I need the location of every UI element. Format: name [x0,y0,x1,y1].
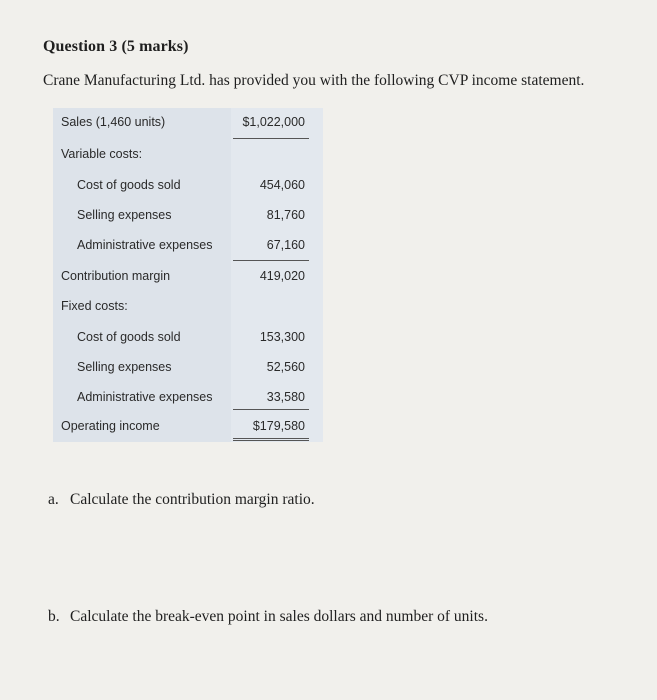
cvp-income-statement [53,108,323,442]
row-variable-selling [53,201,323,231]
sales-amount: $1,022,000 [242,115,305,129]
row-fixed-header [53,292,323,322]
variable-selling-amount: 81,760 [266,208,305,222]
contribution-margin-label: Contribution margin [61,269,171,283]
variable-selling-label: Selling expenses [77,208,172,222]
sales-label: Sales (1,460 units) [61,115,166,129]
question-title: Question 3 (5 marks) [43,38,189,55]
row-variable-admin [53,231,323,261]
fixed-subtotal-rule [233,409,309,410]
fixed-admin-amount: 33,580 [266,390,305,404]
row-contribution-margin [53,262,323,292]
fixed-selling-amount: 52,560 [266,360,305,374]
fixed-selling-label: Selling expenses [77,360,172,374]
row-variable-header [53,140,323,170]
fixed-admin-label: Administrative expenses [77,390,213,404]
part-a [48,491,315,509]
variable-subtotal-rule [233,260,309,261]
variable-cogs-label: Cost of goods sold [77,178,181,192]
row-variable-cogs [53,171,323,201]
variable-admin-label: Administrative expenses [77,238,213,252]
fixed-cogs-label: Cost of goods sold [77,330,181,344]
operating-income-label: Operating income [61,419,160,433]
sales-underline [233,138,309,139]
part-a-text: Calculate the contribution margin ratio. [70,491,315,508]
fixed-costs-header: Fixed costs: [61,299,128,313]
row-fixed-selling [53,353,323,383]
part-b-text: Calculate the break-even point in sales dollars and number of units. [70,608,488,625]
row-fixed-cogs [53,323,323,353]
variable-admin-amount: 67,160 [266,238,305,252]
row-sales [53,108,323,138]
operating-income-double-rule [233,438,309,441]
variable-costs-header: Variable costs: [61,147,143,161]
question-intro: Crane Manufacturing Ltd. has provided you with the following CVP income statement. [43,72,585,89]
operating-income-amount: $179,580 [252,419,305,433]
fixed-cogs-amount: 153,300 [259,330,305,344]
part-b [48,608,488,626]
variable-cogs-amount: 454,060 [259,178,305,192]
contribution-margin-amount: 419,020 [259,269,305,283]
part-a-letter: a. [48,491,59,508]
part-b-letter: b. [48,608,60,625]
